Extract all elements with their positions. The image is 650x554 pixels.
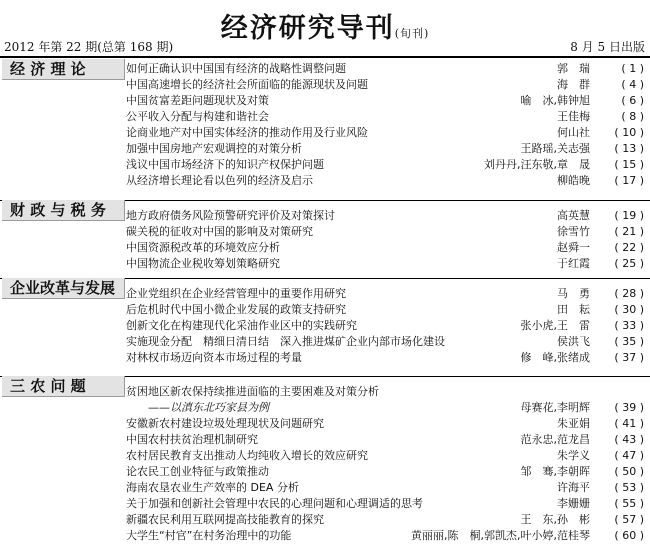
article-author: 邹 骞,李朝晖 xyxy=(520,465,590,478)
article-author: 王路瑶,关志强 xyxy=(520,142,590,155)
article-row xyxy=(126,318,644,334)
article-title: 对林权市场迈向资本市场过程的考量 xyxy=(126,351,302,364)
section-heading: 财 政 与 税 务 xyxy=(2,200,125,221)
article-page: ( 21 ) xyxy=(614,225,644,238)
article-subtitle: ——以滇东北巧家县为例 xyxy=(148,401,269,414)
article-title: 如何正确认识中国国有经济的战略性调整问题 xyxy=(126,62,346,75)
article-author: 高英慧 xyxy=(557,209,590,222)
article-page: ( 33 ) xyxy=(614,319,644,332)
article-title: 碳关税的征收对中国的影响及对策研究 xyxy=(126,225,313,238)
article-page: ( 8 ) xyxy=(621,110,644,123)
article-author: 赵舜一 xyxy=(557,241,590,254)
article-page: ( 35 ) xyxy=(614,335,644,348)
section-heading: 经 济 理 论 xyxy=(2,59,125,80)
article-title: 农村居民教育支出推动人均纯收入增长的效应研究 xyxy=(126,449,368,462)
article-page: ( 47 ) xyxy=(614,449,644,462)
article-page: ( 13 ) xyxy=(614,142,644,155)
article-author: 喻 冰,韩钟旭 xyxy=(520,94,590,107)
article-author: 黄丽丽,陈 桐,郭凯杰,叶小婷,范桂琴 xyxy=(411,529,590,542)
article-row xyxy=(126,286,644,302)
journal-name: 经济研究导刊 xyxy=(220,13,395,44)
article-author: 海 群 xyxy=(557,78,590,91)
article-page: ( 1 ) xyxy=(621,62,644,75)
article-row xyxy=(126,464,644,480)
article-title: 关于加强和创新社会管理中农民的心理问题和心理调适的思考 xyxy=(126,497,423,510)
article-row xyxy=(126,448,644,464)
article-author: 朱学义 xyxy=(557,449,590,462)
article-row xyxy=(126,256,644,272)
article-author: 张小虎,王 雷 xyxy=(520,319,590,332)
article-title: 创新文化在构建现代化采油作业区中的实践研究 xyxy=(126,319,357,332)
article-author: 马 勇 xyxy=(557,287,590,300)
article-page: ( 30 ) xyxy=(614,303,644,316)
article-author: 田 耘 xyxy=(557,303,590,316)
article-author: 许海平 xyxy=(557,481,590,494)
article-author: 柳皓晚 xyxy=(557,174,590,187)
article-row xyxy=(126,480,644,496)
article-author: 刘丹丹,汪东敬,章 晟 xyxy=(484,158,590,171)
header-rule xyxy=(0,56,650,58)
article-author: 范永忠,范龙昌 xyxy=(520,433,590,446)
article-title: 地方政府债务风险预警研究评价及对策探讨 xyxy=(126,209,335,222)
article-page: ( 55 ) xyxy=(614,497,644,510)
article-row xyxy=(126,350,644,366)
article-page: ( 50 ) xyxy=(614,465,644,478)
article-author: 修 峰,张绪成 xyxy=(520,351,590,364)
article-title: 浅议中国市场经济下的知识产权保护问题 xyxy=(126,158,324,171)
article-title: 企业党组织在企业经营管理中的重要作用研究 xyxy=(126,287,346,300)
article-row xyxy=(126,416,644,432)
article-title: 实施现金分配 精细日清日结 深入推进煤矿企业内部市场化建设 xyxy=(126,335,445,348)
article-title: 论商业地产对中国实体经济的推动作用及行业风险 xyxy=(126,126,368,139)
article-title: 中国高速增长的经济社会所面临的能源现状及问题 xyxy=(126,78,368,91)
article-page: ( 28 ) xyxy=(614,287,644,300)
article-author: 于红霞 xyxy=(557,257,590,270)
article-row xyxy=(126,125,644,141)
article-row xyxy=(126,496,644,512)
article-title: 从经济增长理论看以色列的经济及启示 xyxy=(126,174,313,187)
article-page: ( 6 ) xyxy=(621,94,644,107)
article-title: 中国贫富差距问题现状及对策 xyxy=(126,94,269,107)
article-title: 中国物流企业税收筹划策略研究 xyxy=(126,257,280,270)
issue-number: 2012 年第 22 期(总第 168 期) xyxy=(4,40,174,54)
article-list xyxy=(126,208,644,272)
article-row xyxy=(126,512,644,528)
article-row xyxy=(126,141,644,157)
article-page: ( 43 ) xyxy=(614,433,644,446)
article-row xyxy=(126,528,644,544)
article-page: ( 37 ) xyxy=(614,351,644,364)
article-title: 贫困地区新农保持续推进面临的主要困难及对策分析 xyxy=(126,385,379,398)
article-page: ( 4 ) xyxy=(621,78,644,91)
article-page: ( 60 ) xyxy=(614,529,644,542)
article-row xyxy=(126,432,644,448)
article-row xyxy=(126,157,644,173)
article-author: 何山社 xyxy=(557,126,590,139)
article-row xyxy=(126,77,644,93)
article-row xyxy=(126,93,644,109)
article-row xyxy=(126,208,644,224)
article-page: ( 22 ) xyxy=(614,241,644,254)
article-author: 王 东,孙 彬 xyxy=(520,513,590,526)
article-title: 加强中国房地产宏观调控的对策分析 xyxy=(126,142,302,155)
article-list xyxy=(126,61,644,189)
article-row xyxy=(126,224,644,240)
article-page: ( 41 ) xyxy=(614,417,644,430)
article-row xyxy=(126,334,644,350)
article-author: 王佳梅 xyxy=(557,110,590,123)
article-title: 安徽新农村建设垃圾处理现状及问题研究 xyxy=(126,417,324,430)
article-row xyxy=(126,240,644,256)
article-list xyxy=(126,384,644,544)
article-author: 李姗姗 xyxy=(557,497,590,510)
article-row xyxy=(126,302,644,318)
article-author: 徐雪竹 xyxy=(557,225,590,238)
publication-date: 8 月 5 日出版 xyxy=(570,40,645,54)
article-subtitle-row xyxy=(126,400,644,416)
article-row xyxy=(126,61,644,77)
article-title: 海南农垦农业生产效率的 DEA 分析 xyxy=(126,481,299,494)
article-title: 中国资源税改革的环境效应分析 xyxy=(126,241,280,254)
article-title: 中国农村扶贫治理机制研究 xyxy=(126,433,258,446)
section-heading: 三 农 问 题 xyxy=(2,376,125,397)
masthead xyxy=(0,0,650,56)
article-title: 大学生“村官”在村务治理中的功能 xyxy=(126,529,292,542)
article-page: ( 53 ) xyxy=(614,481,644,494)
journal-frequency: (旬刊) xyxy=(394,27,430,40)
article-title: 论农民工创业特征与政策推动 xyxy=(126,465,269,478)
article-author: 母赛花,李明辉 xyxy=(520,401,590,414)
section-heading: 企业改革与发展 xyxy=(2,278,125,299)
article-title: 新疆农民利用互联网提高技能教育的探究 xyxy=(126,513,324,526)
article-list xyxy=(126,286,644,366)
article-title: 后危机时代中国小微企业发展的政策支持研究 xyxy=(126,303,346,316)
article-title: 公平收入分配与构建和谐社会 xyxy=(126,110,269,123)
article-page: ( 17 ) xyxy=(614,174,644,187)
article-page: ( 10 ) xyxy=(614,126,644,139)
article-page: ( 39 ) xyxy=(614,401,644,414)
article-row xyxy=(126,109,644,125)
article-row xyxy=(126,173,644,189)
article-page: ( 25 ) xyxy=(614,257,644,270)
article-page: ( 15 ) xyxy=(614,158,644,171)
article-page: ( 19 ) xyxy=(614,209,644,222)
article-author: 郭 瑞 xyxy=(557,62,590,75)
article-row xyxy=(126,384,644,400)
article-author: 朱亚娟 xyxy=(557,417,590,430)
article-author: 侯洪飞 xyxy=(557,335,590,348)
article-page: ( 57 ) xyxy=(614,513,644,526)
